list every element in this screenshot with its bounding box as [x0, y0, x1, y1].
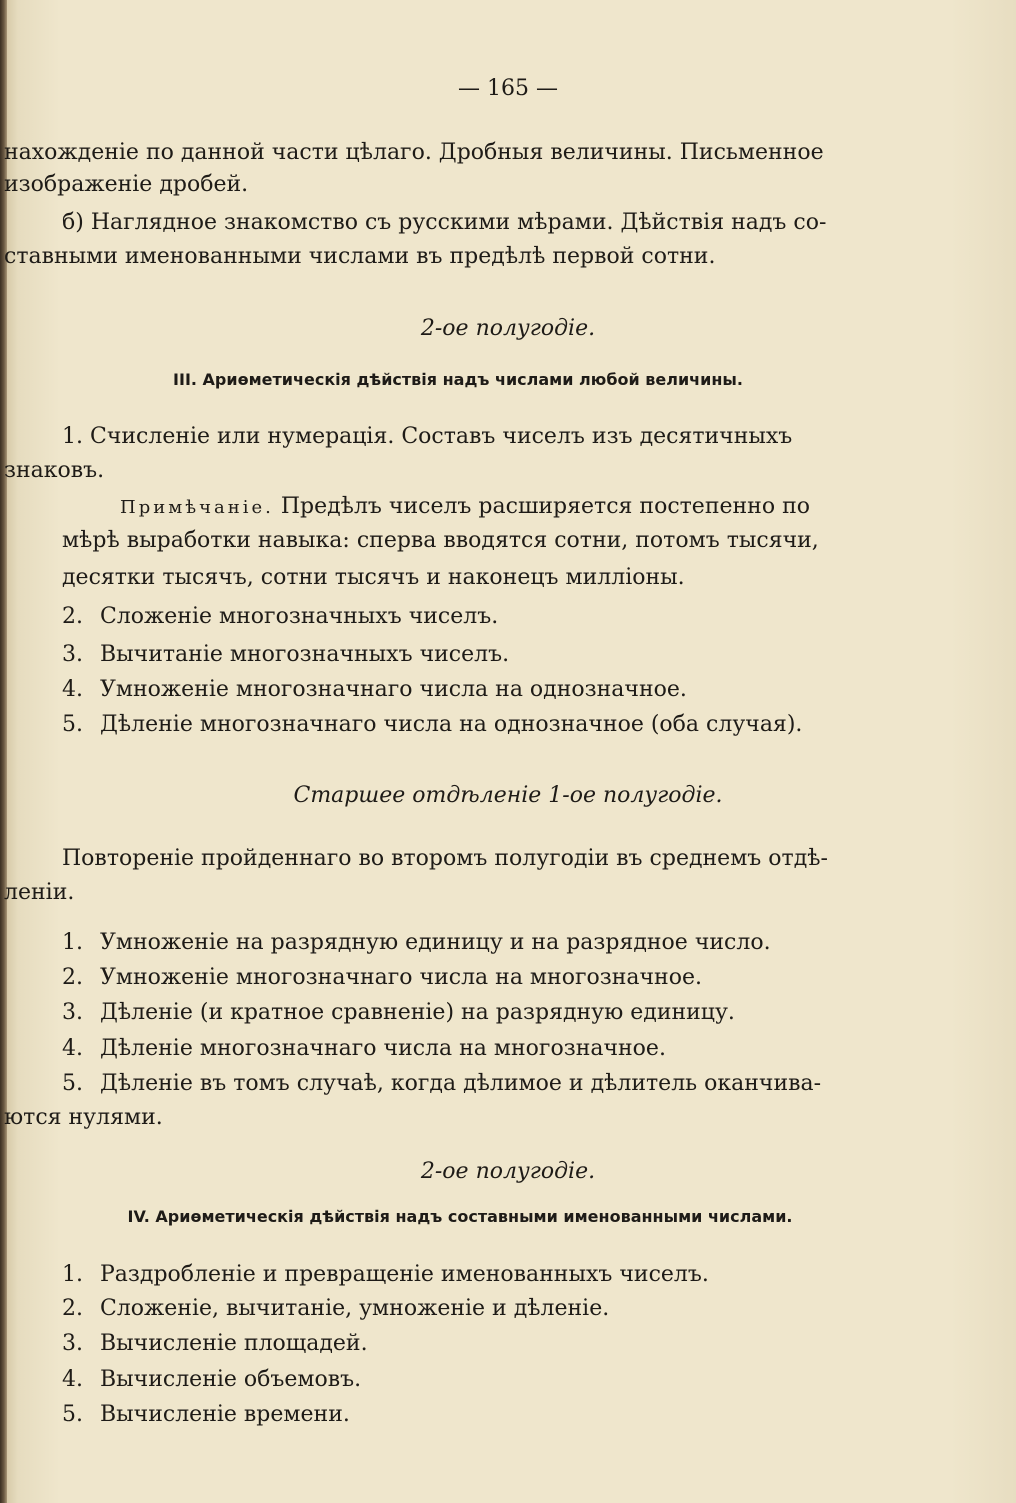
list-item: 1. Умноженіе на разрядную единицу и на разрядное число.	[62, 930, 771, 955]
list-item: 4. Дѣленіе многозначнаго числа на многозначное.	[62, 1036, 666, 1061]
list-item: 5. Дѣленіе въ томъ случаѣ, когда дѣлимое и дѣлитель оканчива-	[62, 1071, 822, 1096]
page-number: — 165 —	[458, 76, 558, 101]
section-subtitle: 2-ое полугодіе.	[420, 1159, 596, 1184]
list-item: 3. Дѣленіе (и кратное сравненіе) на разрядную единицу.	[62, 1000, 735, 1025]
list-item: 4. Умноженіе многозначнаго числа на однозначное.	[62, 677, 687, 702]
text-line: мѣрѣ выработки навыка: сперва вводятся сотни, потомъ тысячи,	[62, 528, 819, 553]
section-subtitle: Старшее отдѣленіе 1-ое полугодіе.	[293, 783, 723, 808]
page-spine-edge	[0, 0, 7, 1503]
text-line: ставными именованными числами въ предѣлѣ первой сотни.	[4, 244, 716, 269]
list-item: 2. Умноженіе многозначнаго числа на многозначное.	[62, 965, 702, 990]
list-item: 3. Вычисленіе площадей.	[62, 1331, 368, 1356]
text-line: б) Наглядное знакомство съ русскими мѣрами. Дѣйствія надъ со-	[62, 210, 827, 235]
section-heading: III. Ариѳметическія дѣйствія надъ числами любой величины.	[173, 370, 743, 389]
note-paragraph	[120, 494, 910, 521]
text-line: леніи.	[4, 880, 75, 905]
list-item: 5. Дѣленіе многозначнаго числа на однозначное (оба случая).	[62, 712, 803, 737]
section-subtitle: 2-ое полугодіе.	[420, 316, 596, 341]
list-item: 5. Вычисленіе времени.	[62, 1402, 350, 1427]
list-item: 3. Вычитаніе многозначныхъ чиселъ.	[62, 642, 510, 667]
list-item: 1. Раздробленіе и превращеніе именованныхъ чиселъ.	[62, 1262, 709, 1287]
note-text: Предѣлъ чиселъ расширяется постепенно по	[280, 494, 810, 519]
list-item: 4. Вычисленіе объемовъ.	[62, 1367, 362, 1392]
list-item: 2. Сложеніе, вычитаніе, умноженіе и дѣленіе.	[62, 1296, 610, 1321]
text-line: Повтореніе пройденнаго во второмъ полугодіи въ среднемъ отдѣ-	[62, 846, 828, 871]
text-line: знаковъ.	[4, 458, 105, 483]
text-line: десятки тысячъ, сотни тысячъ и наконецъ милліоны.	[62, 565, 685, 590]
text-line: нахожденіе по данной части цѣлаго. Дробныя величины. Письменное	[4, 140, 824, 165]
list-item: 2. Сложеніе многозначныхъ чиселъ.	[62, 604, 499, 629]
text-line: изображеніе дробей.	[4, 172, 249, 197]
note-label: Примѣчаніе.	[120, 497, 274, 518]
section-heading: IV. Ариѳметическія дѣйствія надъ составными именованными числами.	[127, 1207, 793, 1226]
list-item: 1. Счисленіе или нумерація. Составъ чиселъ изъ десятичныхъ	[62, 424, 793, 449]
text-line: ются нулями.	[4, 1105, 163, 1130]
